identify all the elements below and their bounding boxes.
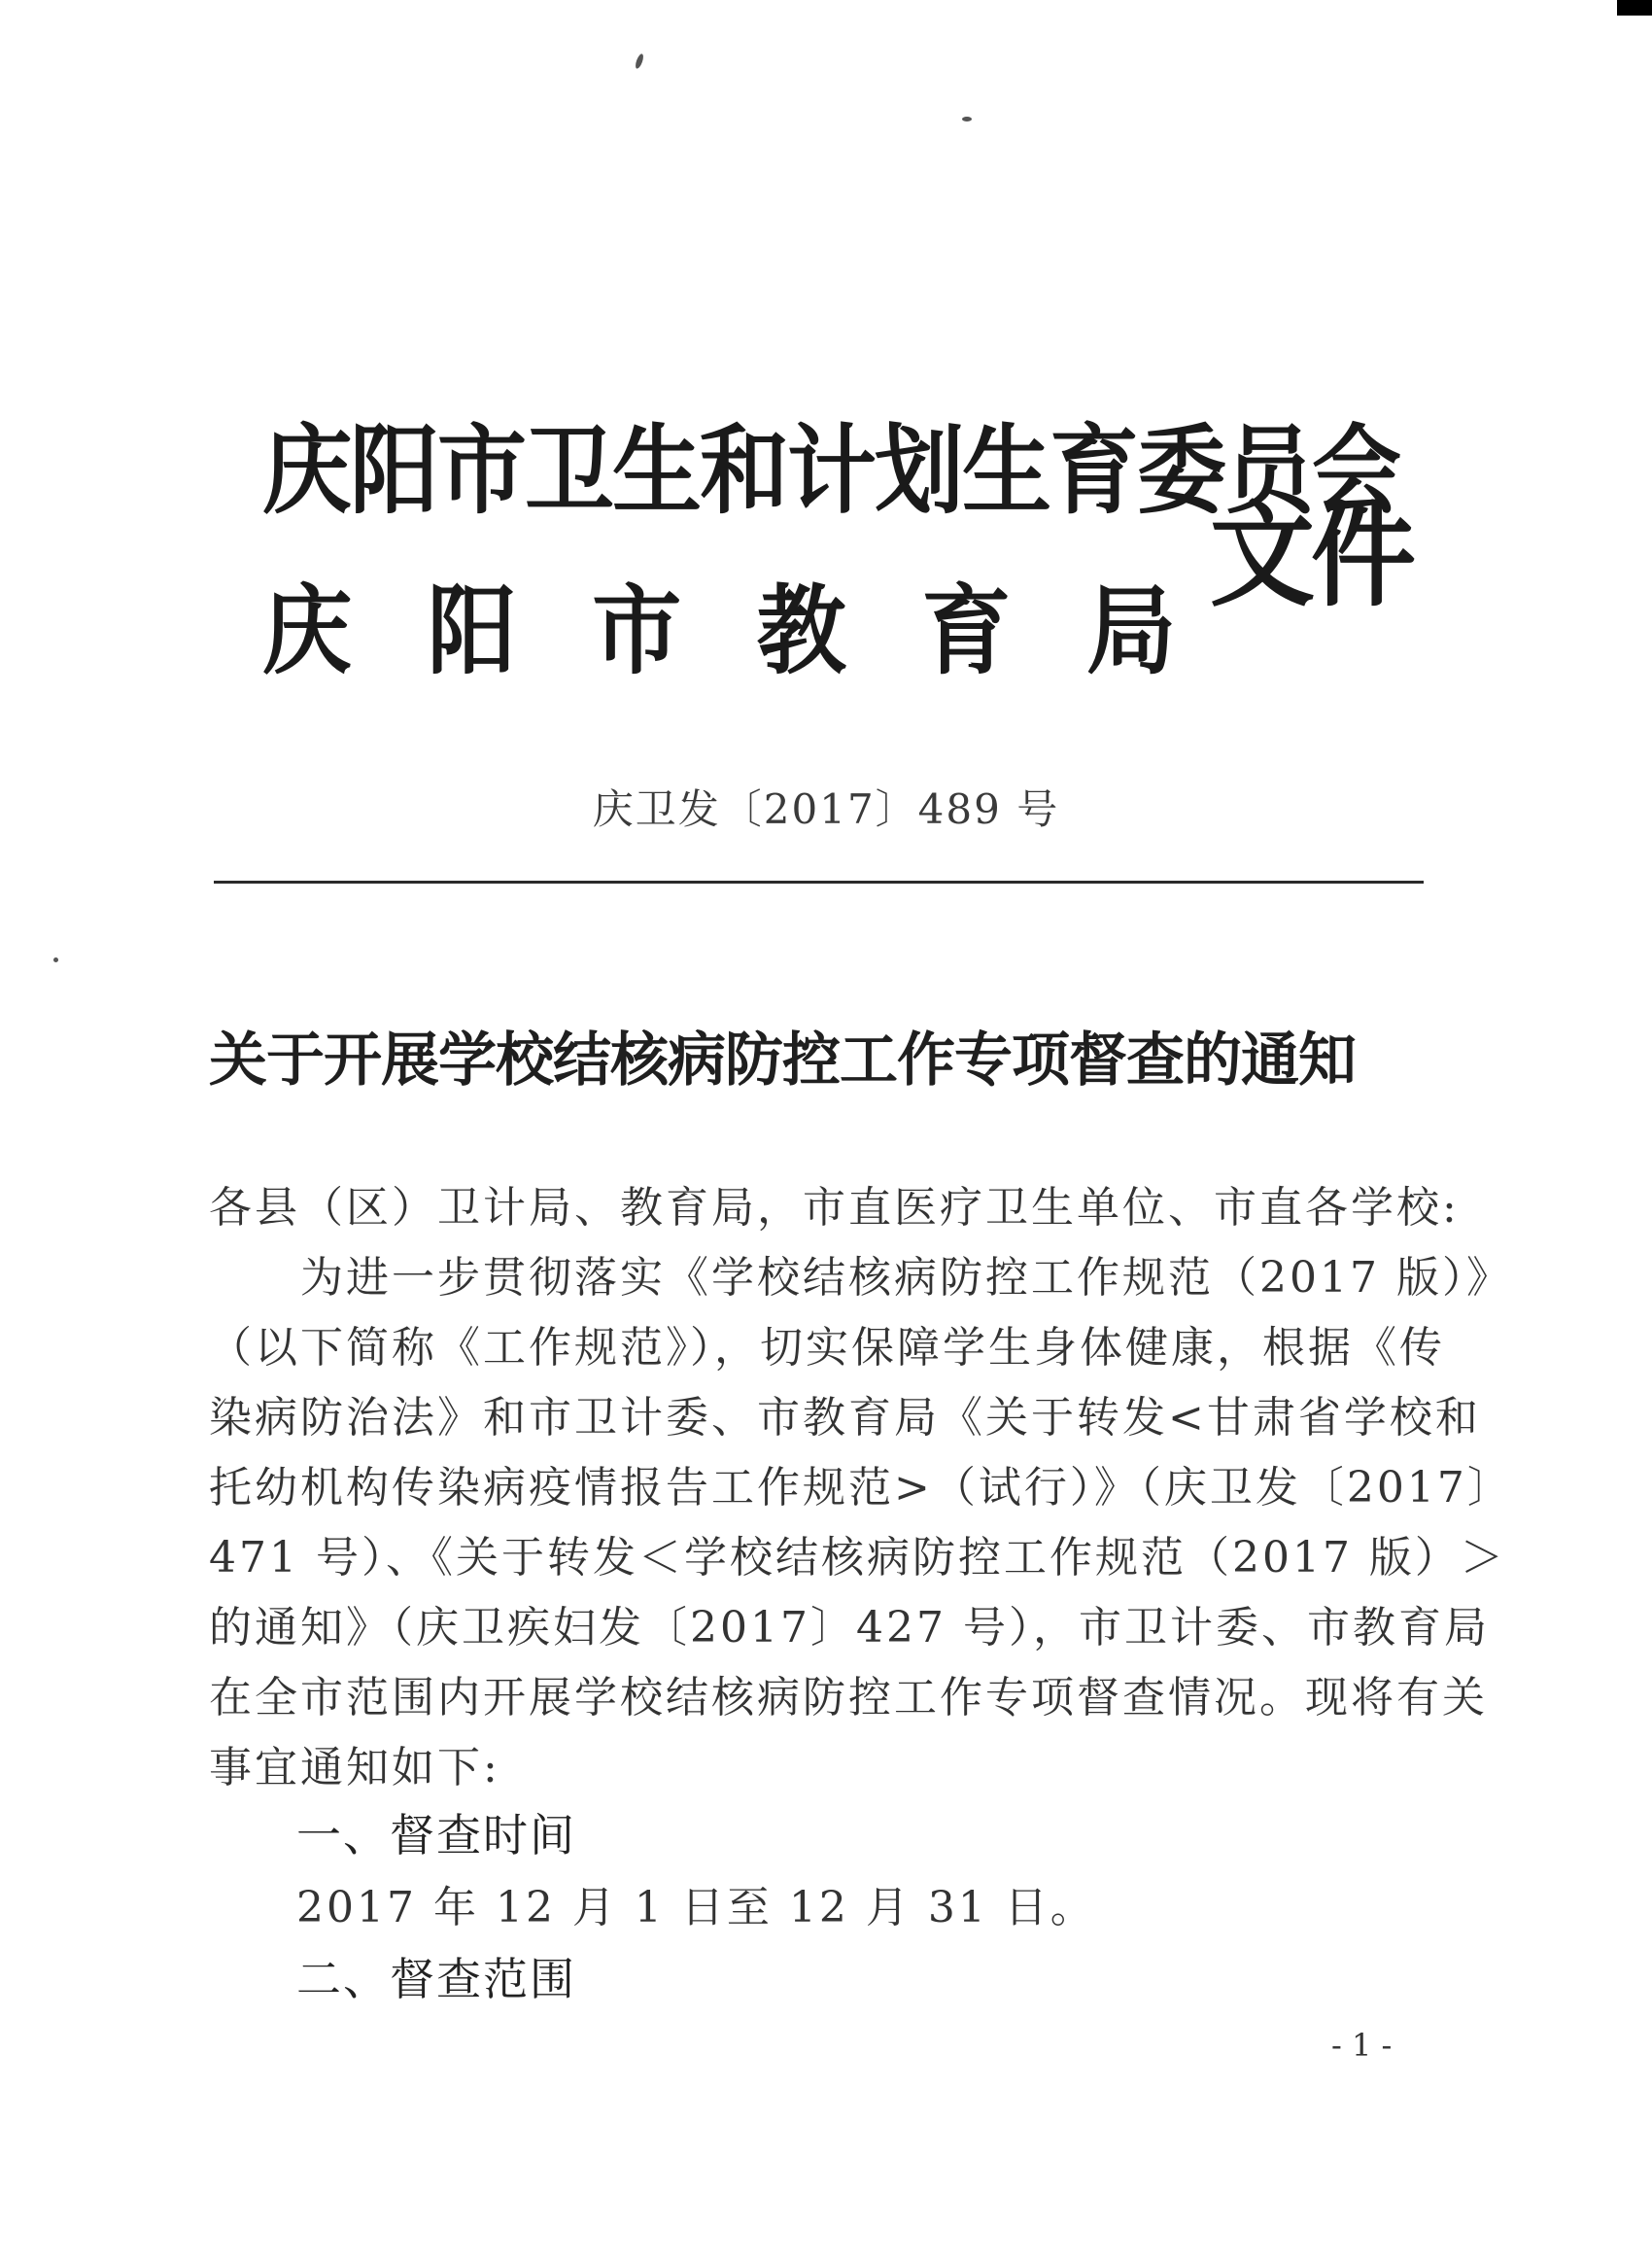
- salutation: 各县（区）卫计局、教育局，市直医疗卫生单位、市直各学校:: [209, 1183, 1460, 1233]
- paragraph-line: 的通知》（庆卫疾妇发〔2017〕427 号），市卫计委、市教育局: [209, 1603, 1490, 1652]
- scan-corner-mark: [1617, 0, 1652, 16]
- section-heading-inspection-scope: 二、督查范围: [296, 1953, 576, 2005]
- scan-speck: [962, 117, 972, 122]
- issuer-char: 庆: [262, 574, 353, 688]
- issuer-name-education-bureau: [262, 554, 1176, 693]
- paragraph-line: 托幼机构传染病疫情报告工作规范>（试行）》（庆卫发〔2017〕: [209, 1463, 1513, 1513]
- issuer-char: 教: [756, 574, 846, 688]
- issuer-char: 市: [592, 574, 682, 688]
- scan-speck: [634, 52, 644, 69]
- paragraph-line: 471 号）、《关于转发＜学校结核病防控工作规范（2017 版）＞: [209, 1533, 1506, 1583]
- inspection-time-content: 2017 年 12 月 1 日至 12 月 31 日。: [296, 1883, 1096, 1932]
- issuer-char: 阳: [427, 574, 517, 688]
- issuer-name-health-commission: 庆阳市卫生和计划生育委员会: [262, 413, 1400, 528]
- document-title: 关于开展学校结核病防控工作专项督查的通知: [209, 1026, 1356, 1095]
- file-mark: 文件: [1210, 489, 1413, 622]
- paragraph-line: （以下简称《工作规范》），切实保障学生身体健康，根据《传: [209, 1323, 1445, 1373]
- issuer-char: 局: [1085, 574, 1176, 688]
- issuer-char: 育: [921, 574, 1012, 688]
- paragraph-line: 在全市范围内开展学校结核病防控工作专项督查情况。现将有关: [209, 1673, 1488, 1722]
- section-heading-inspection-time: 一、督查时间: [296, 1809, 576, 1861]
- paragraph-line: 染病防治法》和市卫计委、市教育局《关于转发<甘肃省学校和: [209, 1393, 1481, 1443]
- paragraph-line: 为进一步贯彻落实《学校结核病防控工作规范（2017 版）》: [209, 1253, 1512, 1303]
- page-number: - 1 -: [1331, 2027, 1393, 2064]
- scan-speck: [53, 957, 58, 962]
- document-number: 庆卫发〔2017〕489 号: [592, 785, 1060, 833]
- header-divider: [214, 881, 1424, 884]
- paragraph-line: 事宜通知如下:: [209, 1743, 500, 1792]
